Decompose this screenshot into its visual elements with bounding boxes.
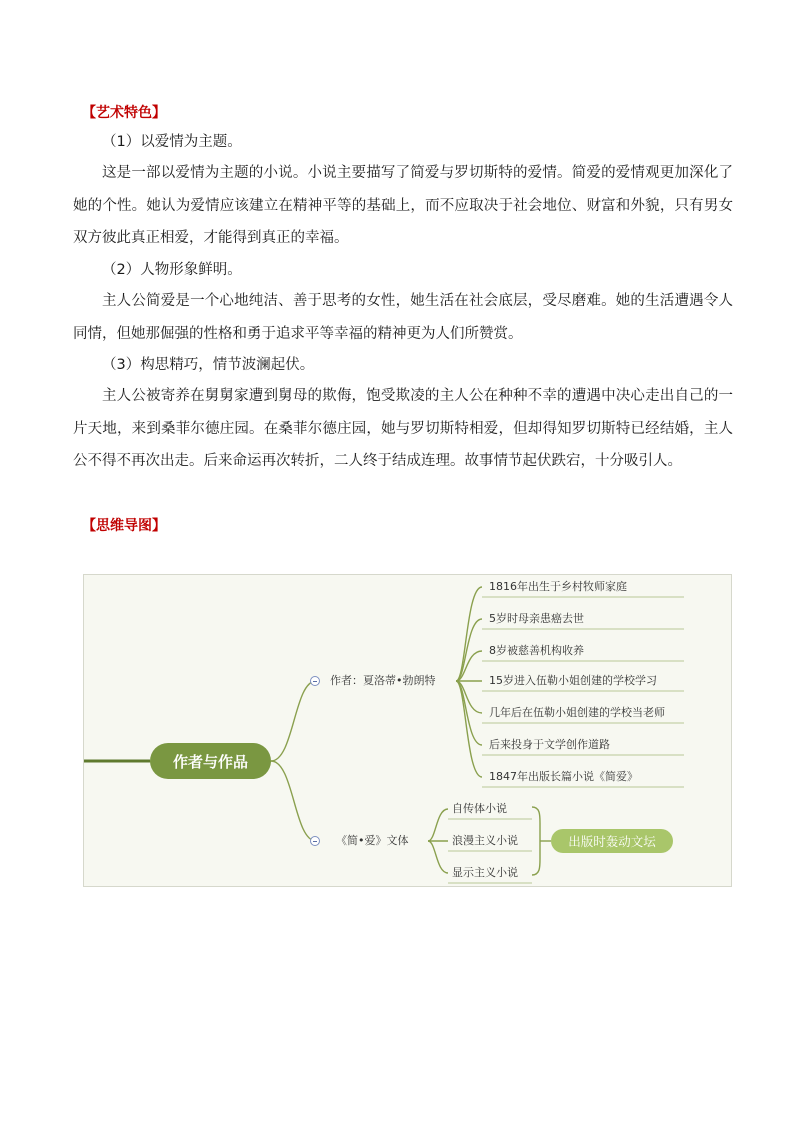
branch-style <box>271 761 316 841</box>
collapse-author-icon[interactable] <box>310 676 320 686</box>
author-item: 后来投身于文学创作道路 <box>489 738 610 751</box>
author-node[interactable]: 作者：夏洛蒂•勃朗特 <box>330 674 436 687</box>
art-point-1-body: 这是一部以爱情为主题的小说。小说主要描写了简爱与罗切斯特的爱情。简爱的爱情观更加深化了她的个性。她认为爱情应该建立在精神平等的基础上，而不应取决于社会地位、财富和外貌，只有男女双方彼此真正相爱，才能得到真正的幸福。 <box>73 165 733 246</box>
style-item: 显示主义小说 <box>452 866 518 879</box>
art-point-2-title: （2）人物形象鲜明。 <box>102 262 242 278</box>
style-item: 自传体小说 <box>452 802 507 815</box>
collapse-style-icon[interactable] <box>310 836 320 846</box>
author-item: 15岁进入伍勒小姐创建的学校学习 <box>489 674 657 687</box>
summary-badge: 出版时轰动文坛 <box>551 829 673 853</box>
branch-author <box>271 681 316 761</box>
art-heading: 【艺术特色】 <box>82 105 166 121</box>
author-item: 1847年出版长篇小说《简爱》 <box>489 770 638 783</box>
author-item: 5岁时母亲患癌去世 <box>489 612 584 625</box>
mind-map <box>83 574 732 887</box>
author-item: 几年后在伍勒小姐创建的学校当老师 <box>489 706 665 719</box>
author-item: 8岁被慈善机构收养 <box>489 644 584 657</box>
mindmap-heading: 【思维导图】 <box>82 518 166 534</box>
art-point-1-title: （1）以爱情为主题。 <box>102 134 242 150</box>
art-point-3-title: （3）构思精巧，情节波澜起伏。 <box>102 357 315 373</box>
style-node[interactable]: 《简•爱》文体 <box>336 834 409 847</box>
root-node[interactable]: 作者与作品 <box>150 743 271 779</box>
art-point-2-body: 主人公简爱是一个心地纯洁、善于思考的女性，她生活在社会底层，受尽磨难。她的生活遭遇令人同情，但她那倔强的性格和勇于追求平等幸福的精神更为人们所赞赏。 <box>73 293 733 342</box>
art-point-3-body: 主人公被寄养在舅舅家遭到舅母的欺侮，饱受欺凌的主人公在种种不幸的遭遇中决心走出自己的一片天地，来到桑菲尔德庄园。在桑菲尔德庄园，她与罗切斯特相爱，但却得知罗切斯特已经结婚，主人公不得不再次出走。后来命运再次转折，二人终于结成连理。故事情节起伏跌宕，十分吸引人。 <box>73 388 733 469</box>
style-item: 浪漫主义小说 <box>452 834 518 847</box>
author-item: 1816年出生于乡村牧师家庭 <box>489 580 627 593</box>
